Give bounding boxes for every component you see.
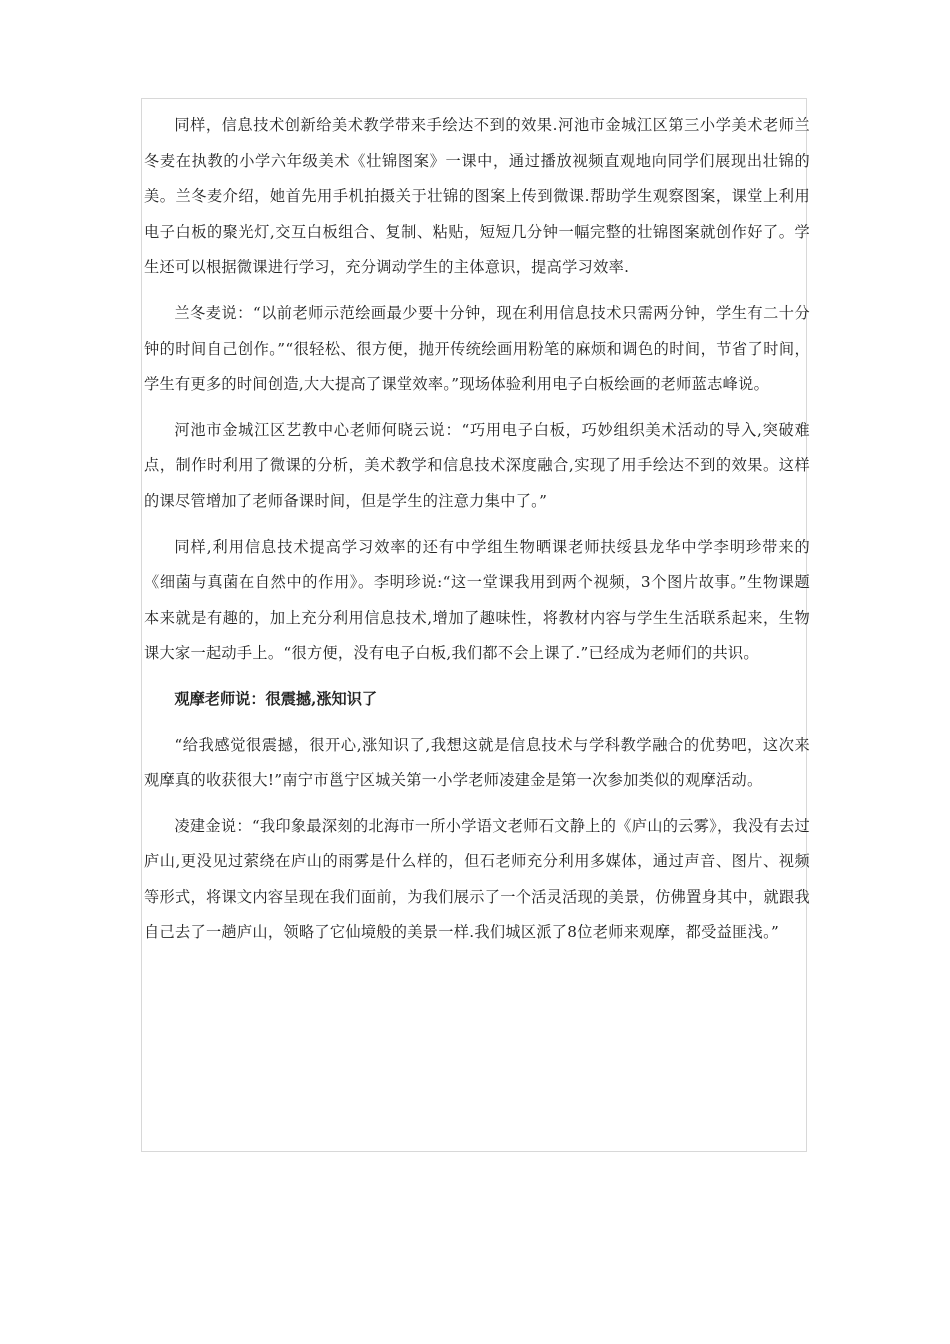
paragraph: 同样，信息技术创新给美术教学带来手绘达不到的效果.河池市金城江区第三小学美术老师兰冬麦在执教的小学六年级美术《壮锦图案》一课中，通过播放视频直观地向同学们展现出壮锦的美。兰冬麦介绍，她首先用手机拍摄关于壮锦的图案上传到微课.帮助学生观察图案，课堂上利用电子白板的聚光灯,交互白板组合、复制、粘贴，短短几分钟一幅完整的壮锦图案就创作好了。学生还可以根据微课进行学习，充分调动学生的主体意识，提高学习效率. [144,116,810,277]
paragraph: 凌建金说：“我印象最深刻的北海市一所小学语文老师石文静上的《庐山的云雾》，我没有去过庐山,更没见过萦绕在庐山的雨雾是什么样的，但石老师充分利用多媒体，通过声音、图片、视频等形式，将课文内容呈现在我们面前，为我们展示了一个活灵活现的美景，仿佛置身其中，就跟我自己去了一趟庐山，领略了它仙境般的美景一样.我们城区派了8位老师来观摩，都受益匪浅。” [144,816,810,942]
paragraph: “给我感觉很震撼，很开心,涨知识了,我想这就是信息技术与学科教学融合的优势吧，这次来观摩真的收获很大!”南宁市邕宁区城关第一小学老师凌建金是第一次参加类似的观摩活动。 [144,735,810,790]
paragraph: 河池市金城江区艺教中心老师何晓云说：“巧用电子白板，巧妙组织美术活动的导入,突破难点，制作时利用了微课的分析，美术教学和信息技术深度融合,实现了用手绘达不到的效果。这样的课尽管增加了老师备课时间，但是学生的注意力集中了。” [144,420,810,510]
section-heading: 观摩老师说：很震撼,涨知识了 [174,689,378,708]
article-body [144,108,810,961]
paragraph: 同样,利用信息技术提高学习效率的还有中学组生物晒课老师扶绥县龙华中学李明珍带来的《细菌与真菌在自然中的作用》。李明珍说:“这一堂课我用到两个视频，3个图片故事。”生物课题本来就是有趣的，加上充分利用信息技术,增加了趣味性，将教材内容与学生生活联系起来，生物课大家一起动手上。“很方便，没有电子白板,我们都不会上课了.”已经成为老师们的共识。 [144,537,810,663]
paragraph: 兰冬麦说：“以前老师示范绘画最少要十分钟，现在利用信息技术只需两分钟，学生有二十分钟的时间自己创作。”“很轻松、很方便，抛开传统绘画用粉笔的麻烦和调色的时间，节省了时间，学生有更多的时间创造,大大提高了课堂效率。”现场体验利用电子白板绘画的老师蓝志峰说。 [144,303,810,394]
